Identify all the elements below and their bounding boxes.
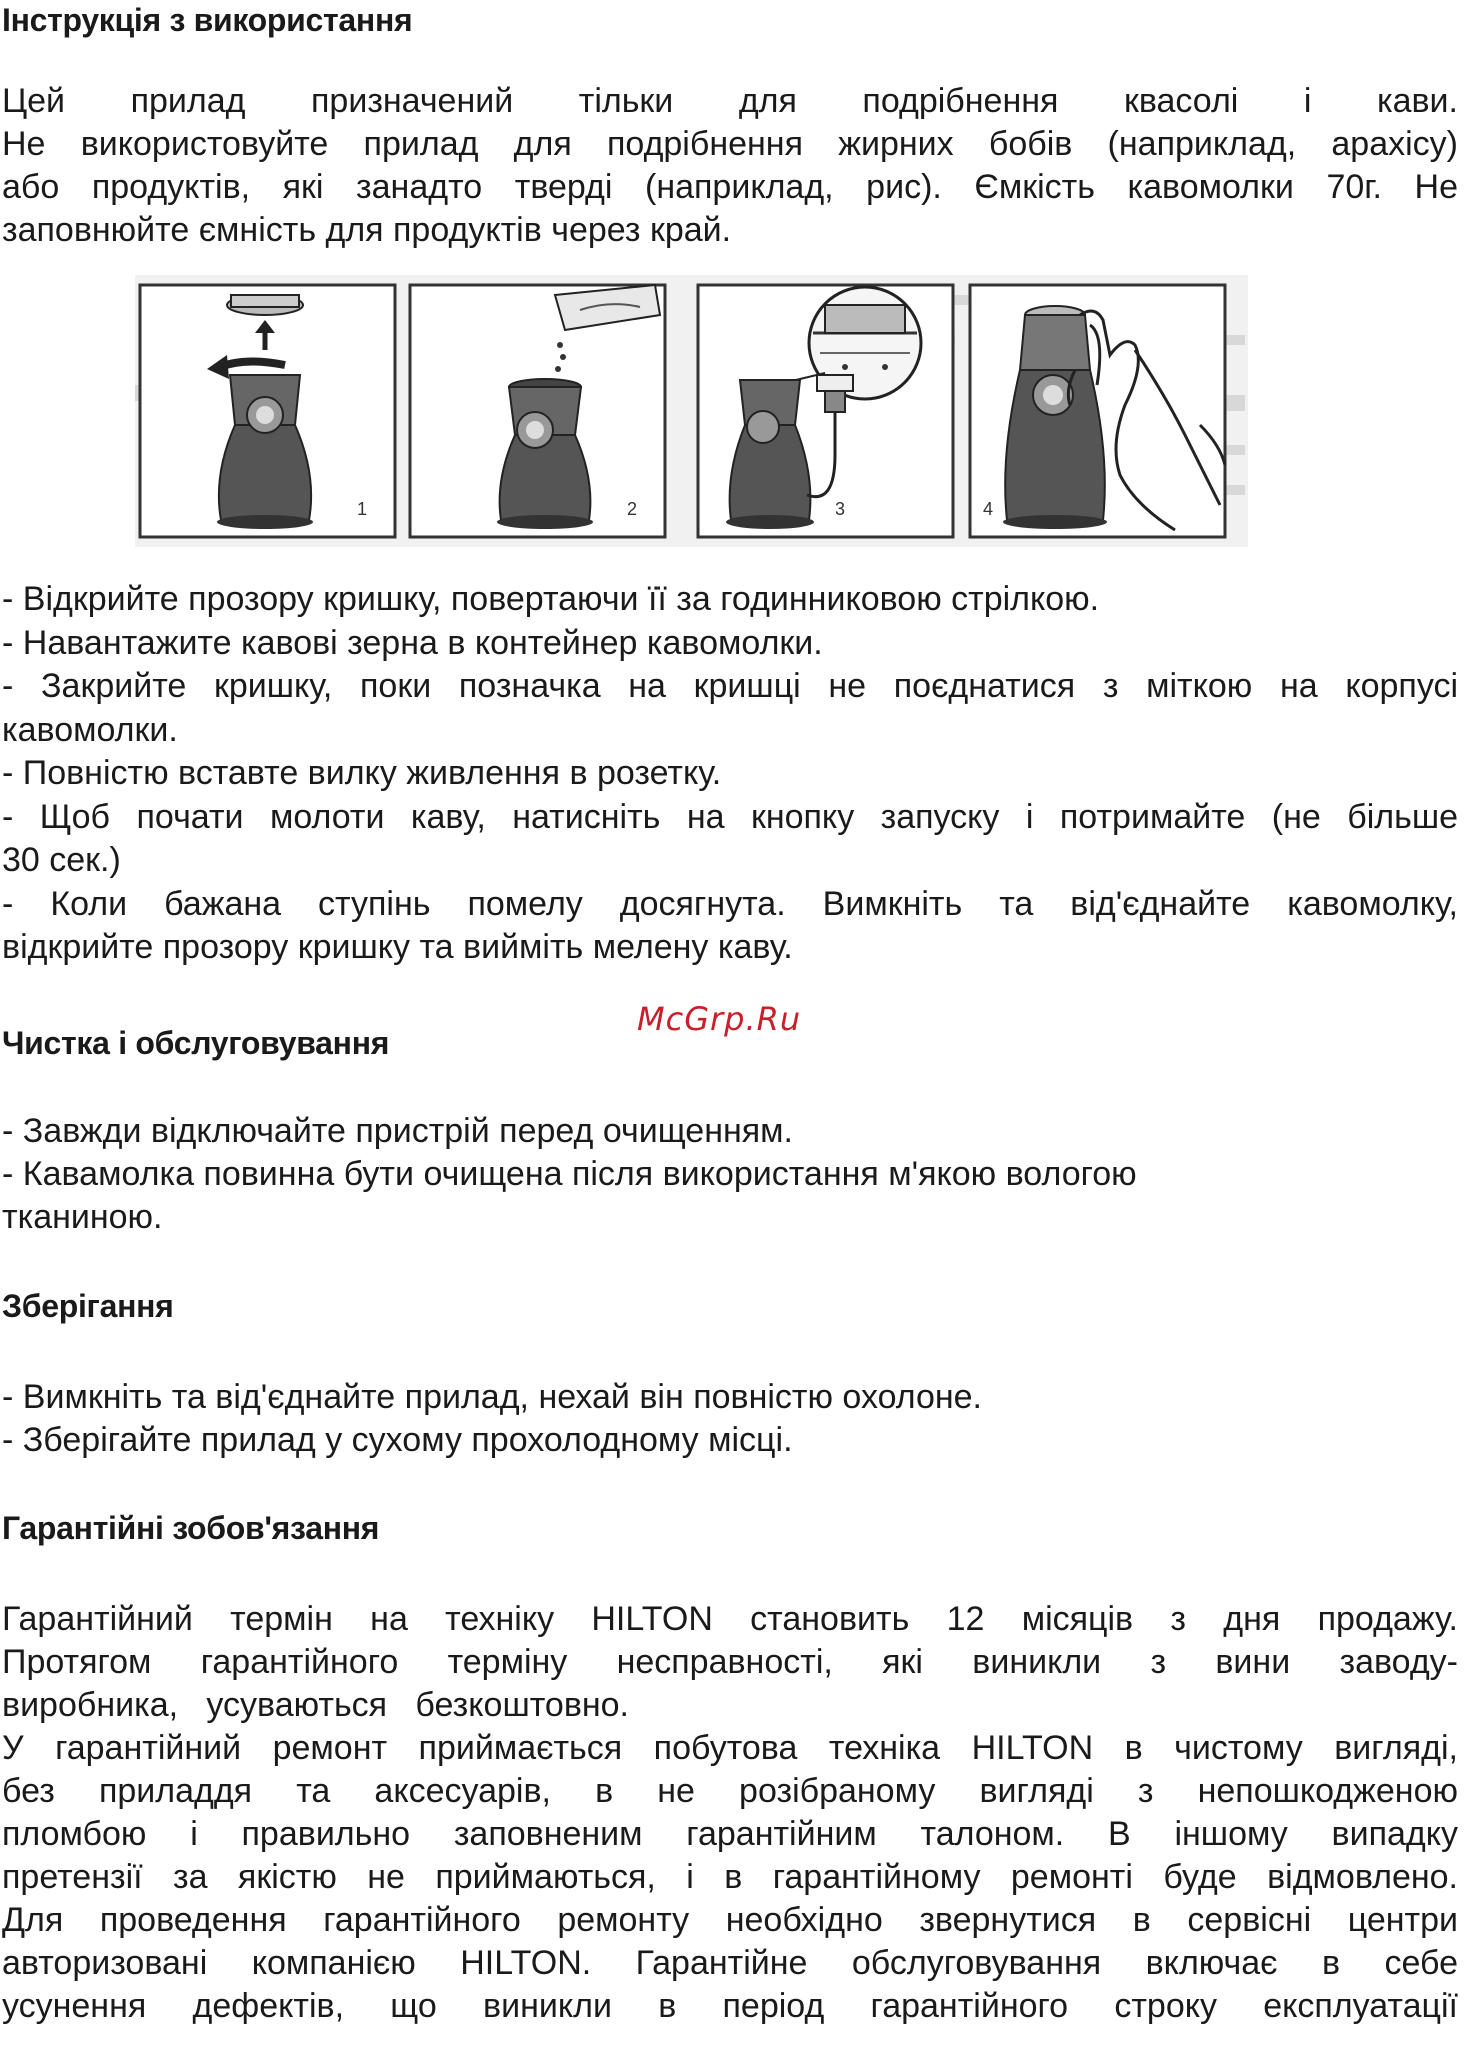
text-line: заповнюйте ємність для продуктів через край. [2, 211, 732, 249]
usage-intro [2, 80, 1458, 252]
panel-1 [140, 285, 395, 537]
panel-number: 2 [627, 499, 638, 519]
panel-3 [698, 285, 953, 537]
text-line: Цей прилад призначений тільки для подрібнення квасолі і кави. [2, 82, 1458, 120]
text-line: Протягом гарантійного терміну несправності, які виникли з вини заводу- [2, 1643, 1458, 1681]
list-item: - Повністю вставте вилку живлення в розетку. [2, 754, 722, 792]
text-line: авторизовані компанією HILTON. Гарантійне обслуговування включає в себе [2, 1944, 1458, 1982]
text-line: або продуктів, які занадто тверді (наприклад, рис). Ємкість кавомолки 70г. Не [2, 168, 1458, 206]
panel-number: 1 [357, 499, 368, 519]
usage-steps [2, 578, 1458, 970]
section-title-storage: Зберігання [2, 1288, 174, 1324]
section-title-usage: Інструкція з використання [2, 2, 413, 38]
panel-number: 3 [835, 499, 846, 519]
text-line: усунення дефектів, що виникли в період гарантійного строку експлуатації [2, 1987, 1458, 2025]
storage-text [2, 1376, 1458, 1462]
warranty-text [2, 1598, 1458, 2028]
section-title-warranty: Гарантійні зобов'язання [2, 1510, 380, 1546]
text-line: - Вимкніть та від'єднайте прилад, нехай він повністю охолоне. [2, 1378, 982, 1416]
text-line: тканиною. [2, 1198, 163, 1236]
list-item: - Навантажите кавові зерна в контейнер кавомолки. [2, 623, 823, 662]
cleaning-text [2, 1110, 1458, 1239]
usage-illustration [135, 275, 1248, 547]
list-item: відкрийте прозору кришку та вийміть мелену каву. [2, 928, 793, 966]
text-line: претензії за якістю не приймаються, і в гарантійному ремонті буде відмовлено. [2, 1858, 1458, 1896]
text-line: У гарантійний ремонт приймається побутова техніка HILTON в чистому вигляді, [2, 1729, 1458, 1767]
list-item: - Коли бажана ступінь помелу досягнута. Вимкніть та від'єднайте кавомолку, [2, 884, 1458, 923]
text-line: Не використовуйте прилад для подрібнення жирних бобів (наприклад, арахісу) [2, 125, 1458, 163]
list-item: - Відкрийте прозору кришку, повертаючи її за годинниковою стрілкою. [2, 580, 1100, 618]
text-line: виробника, усуваються безкоштовно. [2, 1686, 630, 1724]
panel-number: 4 [983, 499, 994, 519]
list-item: - Закрийте кришку, поки позначка на кришці не поєднатися з міткою на корпусі [2, 667, 1458, 705]
panel-4 [970, 285, 1225, 537]
text-line: пломбою і правильно заповненим гарантійним талоном. В іншому випадку [2, 1815, 1458, 1853]
list-item: 30 сек.) [2, 841, 121, 879]
text-line: без приладдя та аксесуарів, в не розібраному вигляді з непошкодженою [2, 1772, 1458, 1810]
panel-2 [410, 285, 665, 537]
section-title-cleaning: Чистка і обслуговування [2, 1025, 390, 1061]
list-item: - Щоб почати молоти каву, натисніть на кнопку запуску і потримайте (не більше [2, 797, 1458, 836]
text-line: - Завжди відключайте пристрій перед очищенням. [2, 1112, 793, 1150]
text-line: Гарантійний термін на техніку HILTON становить 12 місяців з дня продажу. [2, 1600, 1458, 1638]
text-line: Для проведення гарантійного ремонту необхідно звернутися в сервісні центри [2, 1901, 1458, 1939]
list-item: кавомолки. [2, 710, 178, 749]
watermark: McGrp.Ru [637, 1000, 802, 1038]
text-line: - Кавамолка повинна бути очищена після використання м'якою вологою [2, 1155, 1137, 1193]
text-line: - Зберігайте прилад у сухому прохолодному місці. [2, 1421, 793, 1459]
